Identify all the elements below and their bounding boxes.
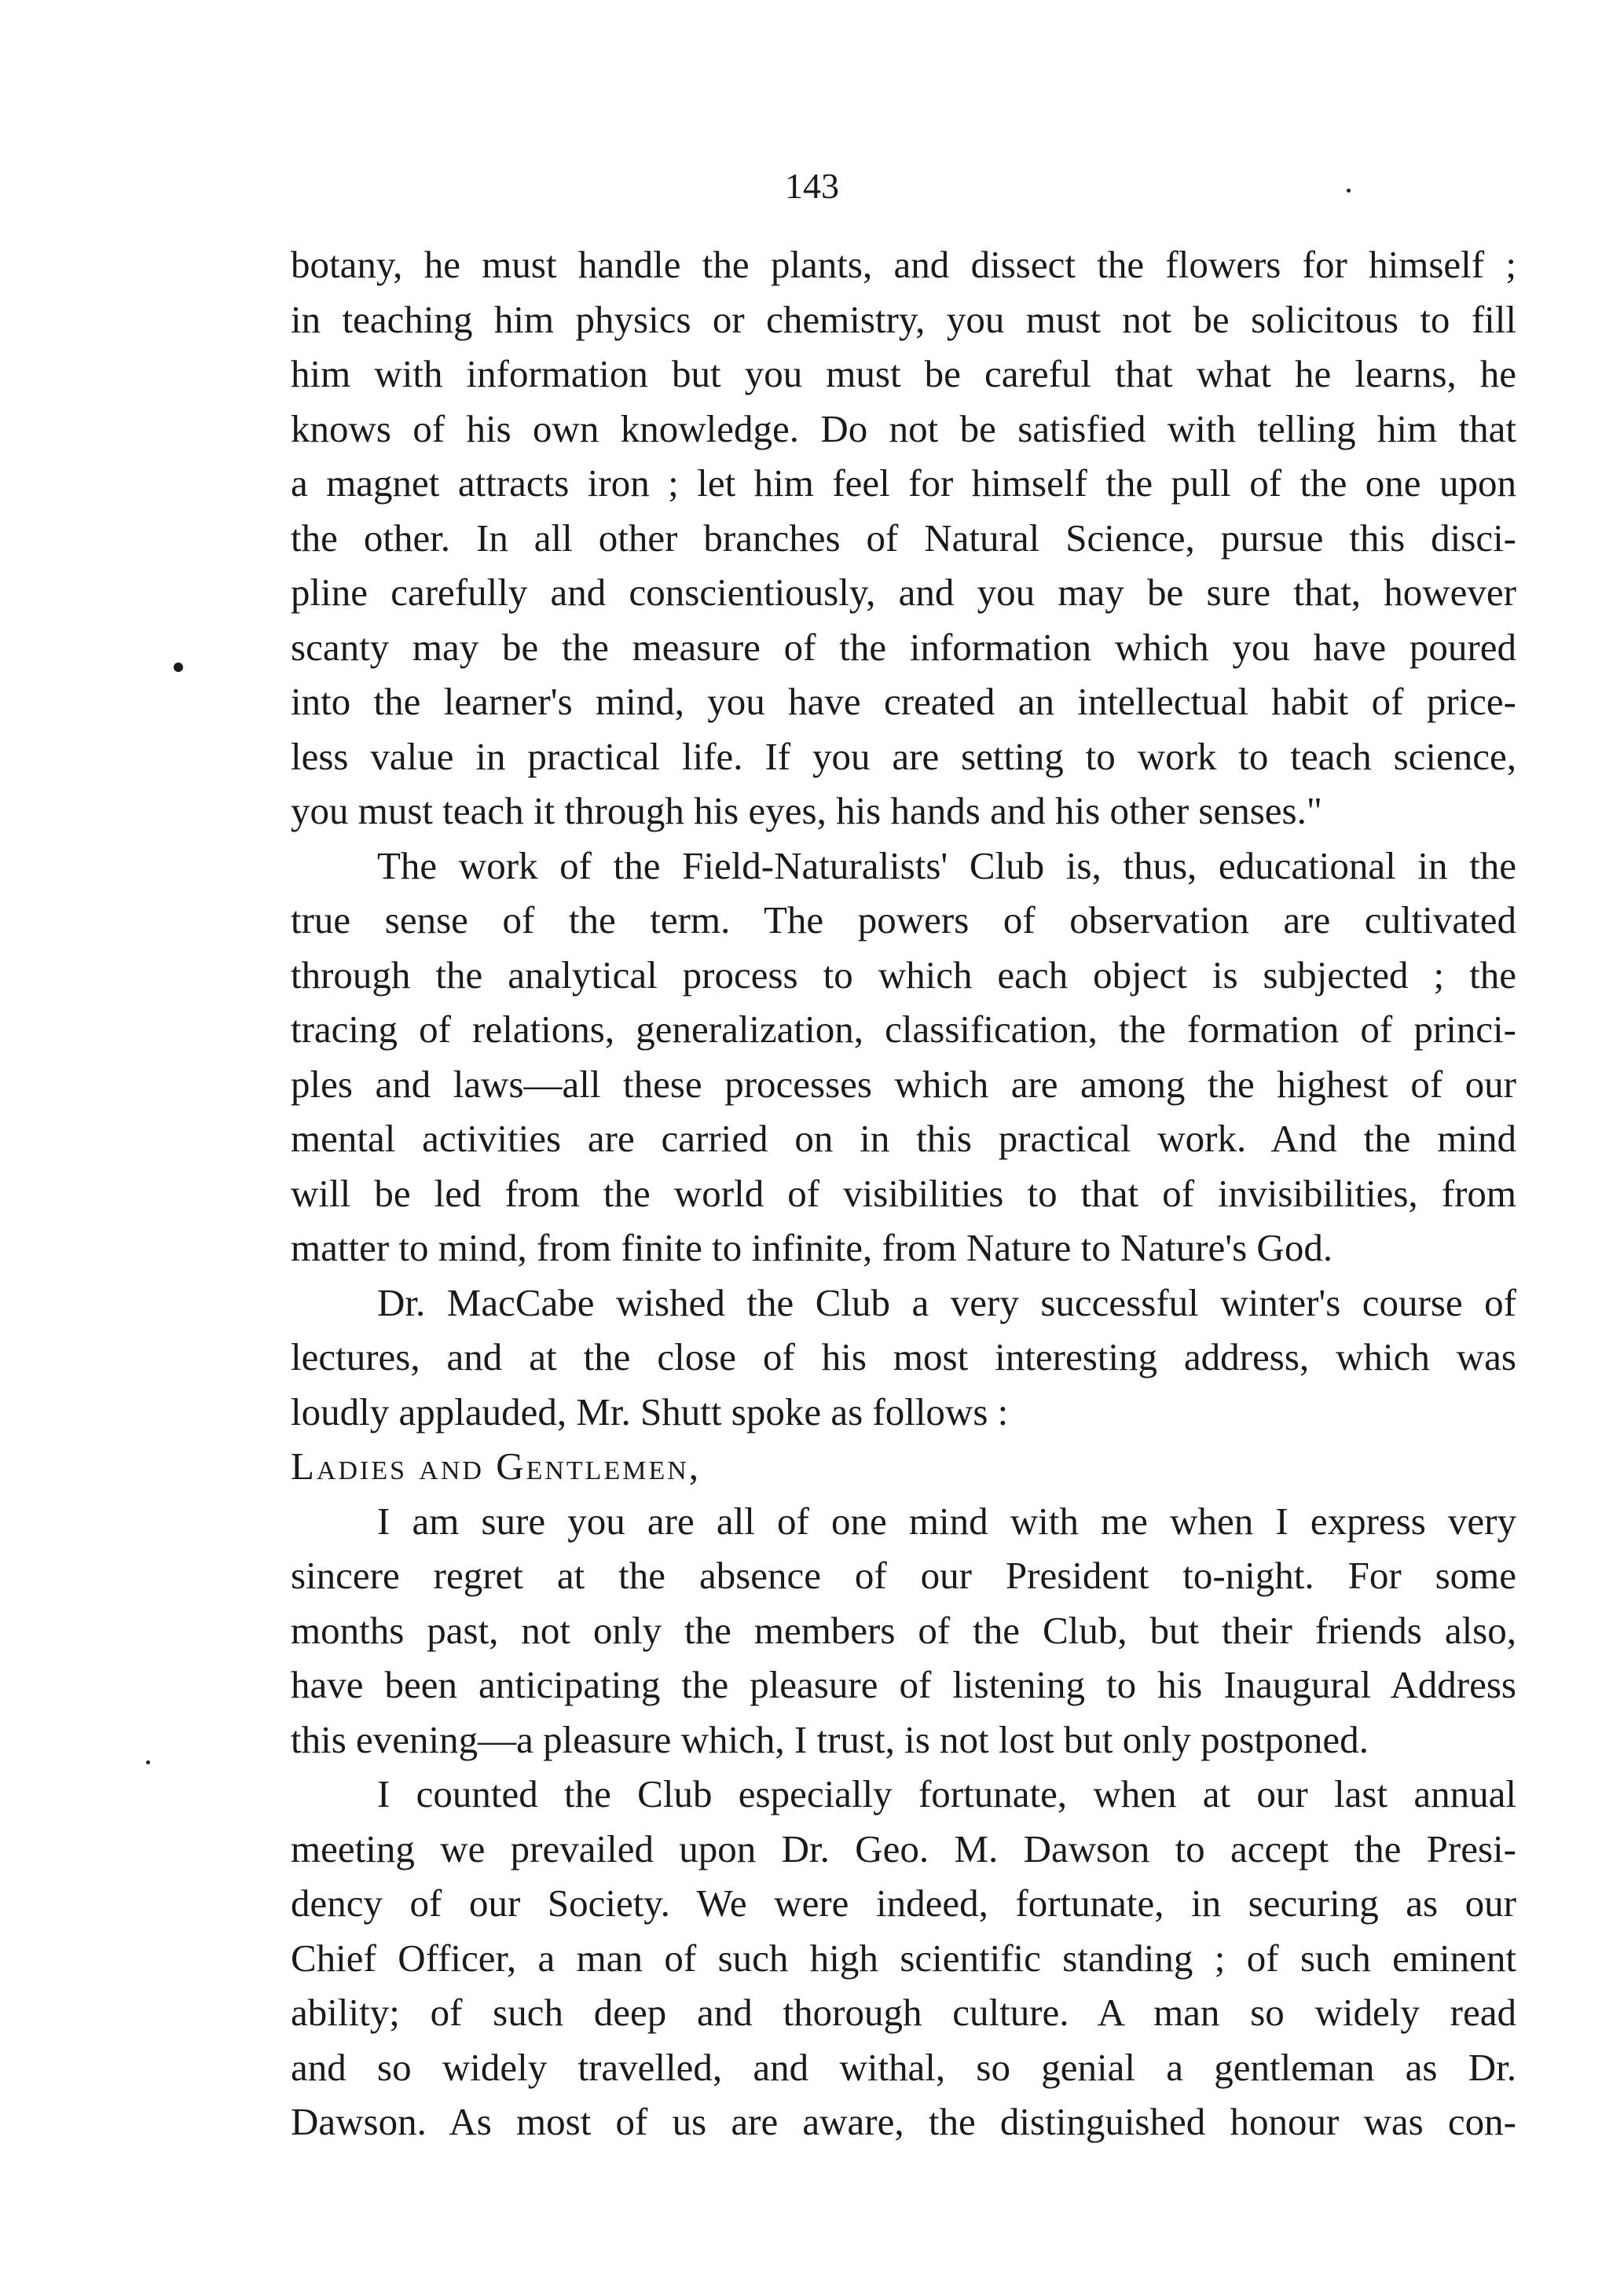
text-line: sincere regret at the absence of our President to-night. For some <box>291 1554 1516 1597</box>
text-line: through the analytical process to which each object is subjected ; the <box>291 953 1516 997</box>
text-line: meeting we prevailed upon Dr. Geo. M. Dawson to accept the Presi- <box>291 1826 1516 1870</box>
text-line: and so widely travelled, and withal, so genial a gentleman as Dr. <box>291 2045 1516 2089</box>
text-line: him with information but you must be careful that what he learns, he <box>291 352 1516 395</box>
text-line: Dawson. As most of us are aware, the distinguished honour was con- <box>291 2100 1516 2143</box>
speck-mark <box>1347 189 1351 193</box>
text-line: Dr. MacCabe wished the Club a very successful winter's course of <box>377 1280 1516 1324</box>
text-line: less value in practical life. If you are setting to work to teach science, <box>291 734 1516 778</box>
text-line: this evening—a pleasure which, I trust, is not lost but only postponed. <box>291 1717 1369 1761</box>
text-line: pline carefully and conscientiously, and you may be sure that, however <box>291 571 1516 614</box>
text-line: I counted the Club especially fortunate, when at our last annual <box>377 1772 1516 1815</box>
text-line: lectures, and at the close of his most interesting address, which was <box>291 1335 1516 1378</box>
text-line: ples and laws—all these processes which are among the highest of our <box>291 1062 1516 1106</box>
text-line: ability; of such deep and thorough culture. A man so widely read <box>291 1991 1516 2034</box>
text-line: true sense of the term. The powers of observation are cultivated <box>291 898 1516 942</box>
salutation: Ladies and Gentlemen, <box>291 1445 702 1488</box>
body-text <box>291 237 1516 2149</box>
text-line: Chief Officer, a man of such high scientific standing ; of such eminent <box>291 1936 1516 1980</box>
speck-mark <box>146 1760 150 1764</box>
text-line: tracing of relations, generalization, classification, the formation of princi- <box>291 1008 1516 1051</box>
text-line: you must teach it through his eyes, his hands and his other senses." <box>291 789 1322 832</box>
text-line: mental activities are carried on in this practical work. And the mind <box>291 1117 1516 1160</box>
text-line: scanty may be the measure of the information which you have poured <box>291 625 1516 669</box>
text-line: botany, he must handle the plants, and dissect the flowers for himself ; <box>291 243 1516 286</box>
text-line: dency of our Society. We were indeed, fortunate, in securing as our <box>291 1881 1516 1925</box>
text-line: knows of his own knowledge. Do not be satisfied with telling him that <box>291 406 1516 450</box>
text-line: the other. In all other branches of Natural Science, pursue this disci- <box>291 516 1516 560</box>
text-line: The work of the Field-Naturalists' Club is, thus, educational in the <box>377 843 1516 887</box>
text-line: loudly applauded, Mr. Shutt spoke as follows : <box>291 1389 1009 1434</box>
text-line: I am sure you are all of one mind with me when I express very <box>377 1499 1516 1543</box>
text-line: matter to mind, from finite to infinite, from Nature to Nature's God. <box>291 1226 1333 1269</box>
margin-dot-mark <box>174 663 183 672</box>
page-number: 143 <box>785 166 839 206</box>
text-line: will be led from the world of visibilities to that of invisibilities, from <box>291 1171 1516 1215</box>
text-line: have been anticipating the pleasure of listening to his Inaugural Address <box>291 1663 1516 1706</box>
text-line: months past, not only the members of the Club, but their friends also, <box>291 1608 1516 1652</box>
text-line: in teaching him physics or chemistry, you must not be solicitous to fill <box>291 297 1516 341</box>
text-line: into the learner's mind, you have created an intellectual habit of price- <box>291 680 1516 723</box>
text-line: a magnet attracts iron ; let him feel for himself the pull of the one upon <box>291 461 1516 505</box>
